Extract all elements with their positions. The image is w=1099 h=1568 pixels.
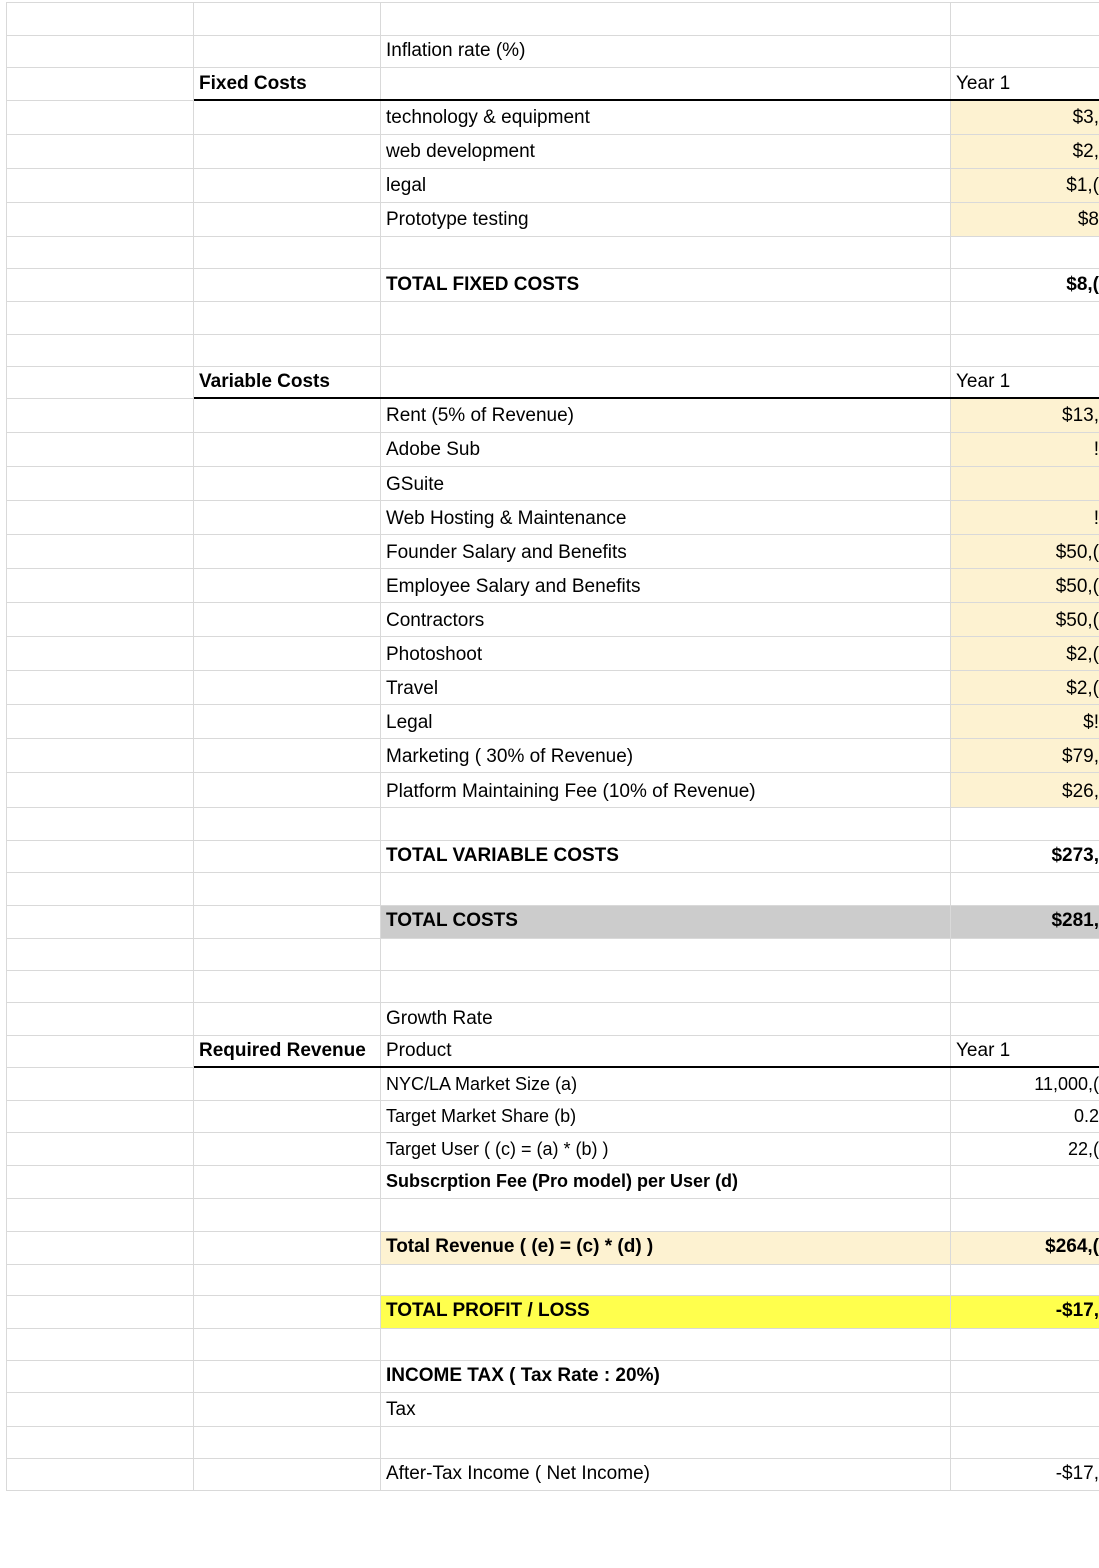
fixed-costs-rule	[194, 99, 1099, 101]
fixed-cost-value[interactable]: $3,	[1072, 107, 1099, 128]
revenue-year-header[interactable]: Year 1	[956, 1040, 1011, 1061]
variable-cost-value[interactable]: $50,(	[1055, 542, 1099, 563]
grid-row-line	[6, 268, 1099, 269]
grid-row-line	[6, 1360, 1099, 1361]
grid-row-line	[6, 1490, 1099, 1491]
fixed-costs-year-header[interactable]: Year 1	[956, 73, 1011, 94]
grid-row-line	[6, 670, 1099, 671]
grid-row-line	[6, 1100, 1099, 1101]
total-fixed-costs-value[interactable]: $8,(	[1066, 274, 1099, 295]
grid-row-line	[6, 67, 1099, 68]
grid-row-line	[6, 772, 1099, 773]
net-income-value[interactable]: -$17,	[1055, 1463, 1099, 1484]
revenue-rule	[194, 1066, 1099, 1068]
profit-loss-label[interactable]: TOTAL PROFIT / LOSS	[386, 1300, 590, 1321]
grid-row-line	[6, 134, 1099, 135]
fixed-cost-value[interactable]: $1,(	[1066, 175, 1099, 196]
total-fixed-costs-label[interactable]: TOTAL FIXED COSTS	[386, 274, 580, 295]
fixed-cost-value[interactable]: $8	[1077, 209, 1099, 230]
grid-row-line	[6, 301, 1099, 302]
grid-row-line	[6, 1231, 1099, 1232]
variable-cost-value[interactable]: $79,	[1062, 746, 1099, 767]
grid-row-line	[6, 168, 1099, 169]
required-revenue-section-label[interactable]: Required Revenue	[199, 1040, 366, 1061]
grid-row-line	[6, 1392, 1099, 1393]
variable-cost-value[interactable]: !	[1093, 439, 1099, 460]
variable-cost-value[interactable]: $2,(	[1066, 678, 1099, 699]
revenue-item-label[interactable]: Target User ( (c) = (a) * (b) )	[386, 1139, 609, 1159]
grid-row-line	[6, 568, 1099, 569]
revenue-item-label[interactable]: Target Market Share (b)	[386, 1106, 577, 1126]
grid-row-line	[6, 2, 1099, 3]
variable-cost-label[interactable]: Travel	[386, 678, 439, 699]
grid-row-line	[6, 602, 1099, 603]
income-tax-label[interactable]: INCOME TAX ( Tax Rate : 20%)	[386, 1365, 660, 1386]
grid-row-line	[6, 872, 1099, 873]
variable-cost-label[interactable]: Adobe Sub	[386, 439, 481, 460]
variable-cost-value[interactable]: $!	[1083, 712, 1099, 733]
variable-cost-label[interactable]: Platform Maintaining Fee (10% of Revenue)	[386, 781, 756, 802]
total-costs-value[interactable]: $281,	[1051, 910, 1099, 931]
grid-row-line	[6, 1035, 1099, 1036]
fixed-cost-value[interactable]: $2,	[1072, 141, 1099, 162]
revenue-item-label[interactable]: NYC/LA Market Size (a)	[386, 1074, 578, 1094]
variable-cost-value[interactable]: $26,	[1062, 781, 1099, 802]
revenue-item-value[interactable]: 11,000,(	[1034, 1074, 1099, 1094]
variable-cost-value[interactable]: $50,(	[1055, 610, 1099, 631]
grid-row-line	[6, 704, 1099, 705]
variable-cost-label[interactable]: Contractors	[386, 610, 485, 631]
grid-column-line	[950, 2, 951, 1491]
total-variable-costs-value[interactable]: $273,	[1051, 845, 1099, 866]
grid-row-line	[6, 500, 1099, 501]
grid-row-line	[6, 1132, 1099, 1133]
variable-cost-label[interactable]: Legal	[386, 712, 433, 733]
total-variable-costs-label[interactable]: TOTAL VARIABLE COSTS	[386, 845, 619, 866]
growth-rate-label[interactable]: Growth Rate	[386, 1008, 493, 1029]
grid-row-line	[6, 905, 1099, 906]
fixed-cost-label[interactable]: web development	[386, 141, 535, 162]
grid-row-line	[6, 236, 1099, 237]
grid-row-line	[6, 35, 1099, 36]
variable-cost-value[interactable]: $2,(	[1066, 644, 1099, 665]
fixed-costs-section-label[interactable]: Fixed Costs	[199, 73, 307, 94]
variable-cost-label[interactable]: Rent (5% of Revenue)	[386, 405, 574, 426]
variable-cost-label[interactable]: Employee Salary and Benefits	[386, 576, 641, 597]
grid-row-line	[6, 1002, 1099, 1003]
grid-row-line	[6, 1264, 1099, 1265]
variable-cost-value[interactable]: $13,	[1062, 405, 1099, 426]
net-income-label[interactable]: After-Tax Income ( Net Income)	[386, 1463, 650, 1484]
grid-row-line	[6, 807, 1099, 808]
grid-row-line	[6, 1198, 1099, 1199]
variable-cost-label[interactable]: Marketing ( 30% of Revenue)	[386, 746, 634, 767]
grid-row-line	[6, 334, 1099, 335]
grid-column-line	[193, 2, 194, 1491]
fixed-cost-label[interactable]: Prototype testing	[386, 209, 529, 230]
grid-row-line	[6, 636, 1099, 637]
product-label[interactable]: Product	[386, 1040, 452, 1061]
revenue-item-value[interactable]: 22,(	[1067, 1139, 1099, 1159]
grid-row-line	[6, 202, 1099, 203]
variable-costs-section-label[interactable]: Variable Costs	[199, 371, 330, 392]
grid-row-line	[6, 466, 1099, 467]
variable-cost-label[interactable]: GSuite	[386, 474, 445, 495]
grid-column-line	[380, 2, 381, 1491]
grid-row-line	[6, 534, 1099, 535]
variable-cost-label[interactable]: Photoshoot	[386, 644, 483, 665]
total-revenue-label[interactable]: Total Revenue ( (e) = (c) * (d) )	[386, 1236, 654, 1257]
total-costs-label[interactable]: TOTAL COSTS	[386, 910, 518, 931]
grid-row-line	[6, 970, 1099, 971]
grid-row-line	[6, 1328, 1099, 1329]
variable-costs-rule	[194, 397, 1099, 399]
grid-column-line	[6, 2, 7, 1491]
variable-cost-value[interactable]: !	[1093, 508, 1099, 529]
fixed-cost-label[interactable]: legal	[386, 175, 427, 196]
variable-cost-value[interactable]: $50,(	[1055, 576, 1099, 597]
grid-row-line	[6, 1458, 1099, 1459]
grid-row-line	[6, 1426, 1099, 1427]
grid-row-line	[6, 1165, 1099, 1166]
grid-row-line	[6, 840, 1099, 841]
total-revenue-value[interactable]: $264,(	[1045, 1236, 1099, 1257]
inflation-rate-label[interactable]: Inflation rate (%)	[386, 40, 526, 61]
variable-costs-year-header[interactable]: Year 1	[956, 371, 1011, 392]
variable-cost-label[interactable]: Web Hosting & Maintenance	[386, 508, 627, 529]
fixed-cost-label[interactable]: technology & equipment	[386, 107, 590, 128]
revenue-item-value[interactable]: 0.2	[1073, 1106, 1099, 1126]
tax-label[interactable]: Tax	[386, 1399, 416, 1420]
grid-row-line	[6, 738, 1099, 739]
grid-row-line	[6, 366, 1099, 367]
variable-cost-label[interactable]: Founder Salary and Benefits	[386, 542, 627, 563]
profit-loss-value[interactable]: -$17,	[1055, 1300, 1099, 1321]
grid-row-line	[6, 938, 1099, 939]
grid-row-line	[6, 1295, 1099, 1296]
subscription-fee-label[interactable]: Subscrption Fee (Pro model) per User (d)	[386, 1171, 739, 1191]
grid-row-line	[6, 432, 1099, 433]
